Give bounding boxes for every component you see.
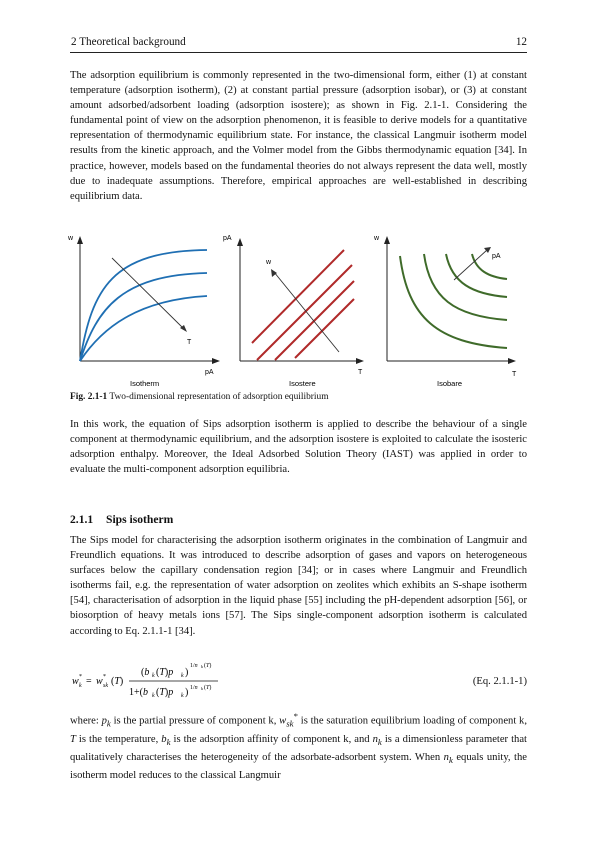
isostere-y-label: pA [223,235,232,242]
svg-text:k: k [201,686,203,691]
svg-text:(T): (T) [204,685,212,691]
page-number: 12 [515,36,527,48]
section-title-text: Sips isotherm [106,513,174,526]
adsorption-equilibrium-figure [62,228,532,390]
isostere-x-label: T [358,369,363,376]
running-header [70,36,527,53]
isobare-title: Isobare [437,379,463,388]
intro-paragraph: The adsorption equilibrium is commonly represented in the two-dimensional form, either (1) at constant temperature (adsorption isotherm), (2) at constant partial pressure (adsorption isobar), or (3) at constant amount adsorbed/adsorbent loading (adsorption isostere); as shown in Fig. 2.1-1. Considering the fundamental point of view on the adsorption phenomenon, it is feasible to derive models for a quantitative representation of thermodynamic equilibrium state. For instance, the classical Langmuir isotherm model results from the kinetic approach, and the Volmer model from the Gibbs thermodynamic equation [34]. In practice, however, models based on the fundamental theories do not always represent the data well, mostly due to inadequate assumptions. Therefore, empirical approaches are well-established in describing equilibrium data. [70,70,527,202]
svg-text:(b: (b [141,667,150,678]
isotherm-panel [67,235,220,388]
chapter-title: 2 Theoretical background [71,36,186,48]
svg-text:*: * [103,674,106,680]
svg-text:k: k [181,693,184,699]
variables-paragraph: where: $p_k$ is the partial pressure of component k, $w_{sk}^*$ is the saturation equilibrium loading of component k, T is the temperature, $b_k$ is the adsorption affinity of component k, and $n_k$ is a dimensionless parameter that qualitatively characterises the heterogeneity of the adsorbate-adsorbent system. When $n_k$ equals unity, the isotherm model reduces to the classical Langmuir [70,711,527,782]
sips-paragraph: The Sips model for characterising the adsorption isotherm originates in the combination of Langmuir and Freundlich equations. It was introduced to describe adsorption of gases and vapors on heterogeneous surfaces below the capillary condensation region [34]; or in cases where Langmuir and Freundlich isotherms fail, e.g. the representation of water adsorption on zeolites which exhibits an S-shape isotherm [54], characterisation of adsorption in the liquid phase [55] including the pH-dependent adsorption [56], or biosorption of heavy metals ions [57]. The Sips single-component adsorption isotherm is calculated according to Eq. 2.1.1-1 [34]. [70,535,527,637]
svg-text:k: k [181,673,184,679]
isotherm-x-label: pA [205,369,214,376]
figure-caption-text: Two-dimensional representation of adsorption equilibrium [107,392,329,402]
svg-text:*: * [79,674,82,680]
svg-text:k: k [201,664,203,669]
svg-text:(T)p: (T)p [156,687,174,698]
isotherm-title: Isotherm [130,379,160,388]
svg-text:1+(b: 1+(b [129,687,148,698]
svg-text:w: w [72,676,79,687]
isobare-x-label: T [512,371,517,378]
svg-text:): ) [185,667,189,678]
method-paragraph: In this work, the equation of Sips adsorption isotherm is applied to describe the behaviour of a single component at thermodynamic equilibrium, and the adsorption isostere is exploited to calculate the isosteric adsorption enthalpy. Moreover, the Ideal Adsorbed Solution Theory (IAST) was applied in order to evaluate the multi-component adsorption equilibria. [70,419,527,476]
figure-caption-label: Fig. 2.1-1 [70,392,108,402]
svg-text:(T): (T) [204,663,212,669]
isostere-title: Isostere [289,379,316,388]
svg-text:k: k [79,683,82,689]
svg-text:(T): (T) [111,676,124,687]
isostere-panel [223,235,364,388]
svg-text:1/n: 1/n [190,685,198,691]
isotherm-arrow-label: T [187,339,192,346]
sips-equation-formula [70,654,240,704]
svg-text:(T)p: (T)p [156,667,174,678]
sips-equation [70,654,527,704]
isobare-y-label: w [374,235,380,242]
isobare-panel [373,235,517,388]
section-number: 2.1.1 [70,513,94,526]
section-heading [70,513,173,526]
svg-text:sk: sk [103,683,108,689]
svg-text:k: k [152,693,155,699]
isotherm-y-label: w [68,235,74,242]
figure-caption [70,392,329,402]
equation-number: (Eq. 2.1.1-1) [472,676,527,687]
svg-text:k: k [152,673,155,679]
svg-text:=: = [86,676,92,687]
svg-text:1/n: 1/n [190,663,198,669]
isostere-arrow-label: w [266,259,272,266]
isobare-arrow-label: pA [492,253,501,260]
svg-text:w: w [96,676,103,687]
svg-text:): ) [185,687,189,698]
